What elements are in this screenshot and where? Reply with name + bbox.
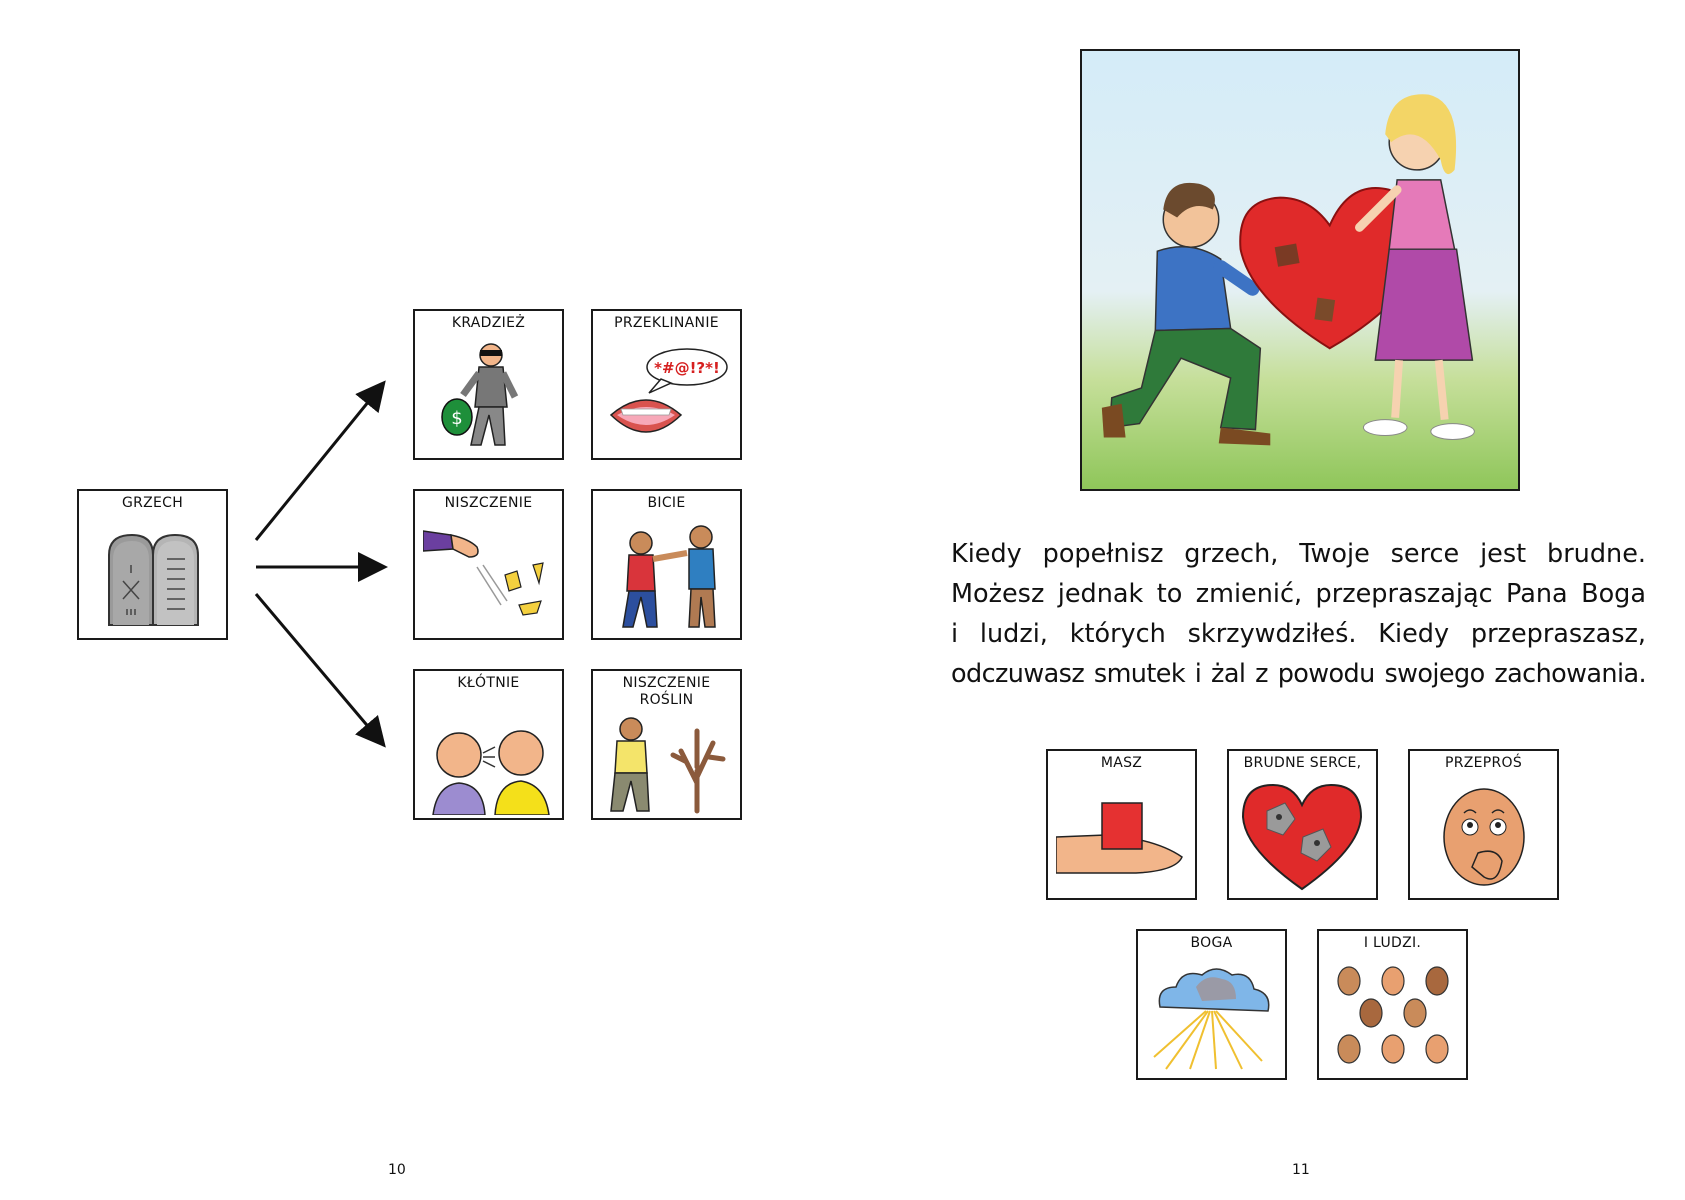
page-number: 10	[388, 1162, 406, 1178]
symbol-label: GRZECH	[121, 495, 184, 511]
arrow-up	[256, 385, 382, 540]
symbol-card-i-ludzi	[1317, 929, 1468, 1080]
sorry-face-icon	[1418, 777, 1549, 895]
hand-holding-icon	[1056, 777, 1187, 895]
symbol-label: KŁÓTNIE	[457, 675, 520, 691]
arrows	[250, 375, 395, 750]
arrow-down	[256, 594, 382, 743]
swearing-mouth-icon	[601, 337, 732, 455]
symbol-label: PRZEPROŚ	[1444, 755, 1523, 771]
damaging-plants-icon	[601, 711, 732, 815]
symbol-card-niszczenie	[413, 489, 564, 640]
symbol-card-grzech	[77, 489, 228, 640]
svg-text:$: $	[451, 408, 463, 429]
symbol-card-boga	[1136, 929, 1287, 1080]
boy-girl-heart-illustration	[1080, 49, 1520, 491]
symbol-card-kradziez	[413, 309, 564, 460]
story-line: Kiedy popełnisz grzech, Twoje serce jest brudne.	[951, 539, 1646, 569]
symbol-label: KRADZIEŻ	[451, 315, 526, 331]
people-faces-icon	[1327, 957, 1458, 1075]
hitting-icon	[601, 517, 732, 635]
symbol-card-bicie	[591, 489, 742, 640]
arguing-icon	[423, 697, 554, 815]
symbol-card-przeklinanie	[591, 309, 742, 460]
symbol-label: NISZCZENIE	[444, 495, 533, 511]
symbol-label: BOGA	[1190, 935, 1233, 951]
symbol-card-brudne-serce	[1227, 749, 1378, 900]
symbol-card-klotnie	[413, 669, 564, 820]
dirty-heart-icon	[1237, 777, 1368, 895]
symbol-card-masz	[1046, 749, 1197, 900]
symbol-label: BRUDNE SERCE,	[1243, 755, 1362, 771]
breaking-icon	[423, 517, 554, 635]
god-cloud-icon	[1146, 957, 1277, 1075]
thief-icon	[423, 337, 554, 455]
symbol-card-niszczenie-roslin	[591, 669, 742, 820]
symbol-label: PRZEKLINANIE	[614, 315, 719, 331]
symbol-label: NISZCZENIE ROŚLIN	[622, 675, 711, 708]
symbol-label: I LUDZI.	[1363, 935, 1422, 951]
symbol-card-przepros	[1408, 749, 1559, 900]
symbol-label: MASZ	[1100, 755, 1143, 771]
page-number: 11	[1292, 1162, 1310, 1178]
swear-bubble-text: *#@!?*!	[654, 359, 720, 377]
symbol-label: BICIE	[647, 495, 686, 511]
story-line: Możesz jednak to zmienić, przepraszając Pana Boga	[951, 579, 1646, 609]
story-text	[951, 534, 1646, 694]
story-line: odczuwasz smutek i żal z powodu swojego zachowania.	[951, 659, 1646, 689]
stone-tablets-icon	[87, 517, 218, 635]
story-line: i ludzi, których skrzywdziłeś. Kiedy przepraszasz,	[951, 619, 1646, 649]
